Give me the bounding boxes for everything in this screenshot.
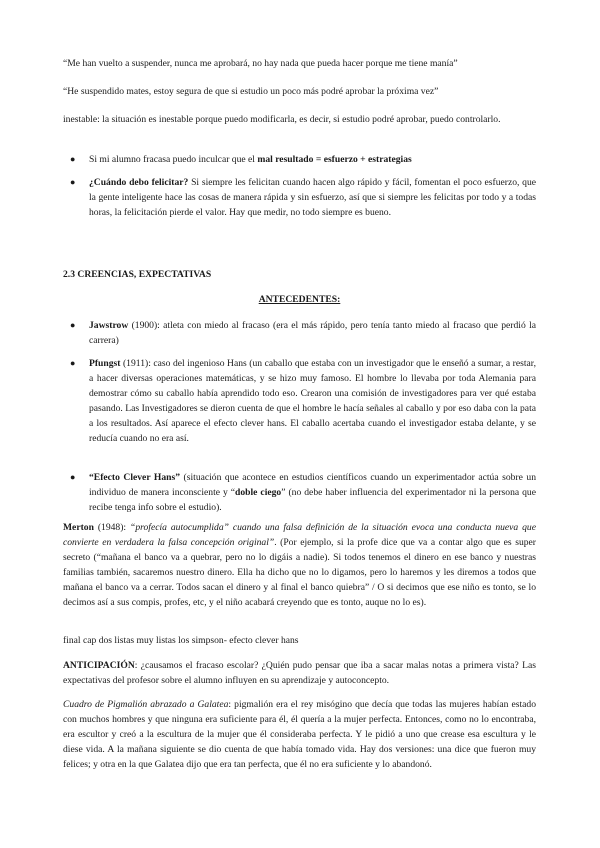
antecedente-jawstrow: ● Jawstrow (1900): atleta con miedo al fracaso (era el más rápido, pero tenía tanto miedo al fracaso que perdió la carrera) <box>70 320 536 346</box>
bullet-dot-icon: ● <box>70 358 76 368</box>
final-note: final cap dos listas muy listas los simpson- efecto clever hans <box>63 635 299 646</box>
anticipacion-paragraph: ANTICIPACIÓN: ¿causamos el fracaso escolar? ¿Quién pudo pensar que iba a sacar malas notas a primera vista? Las expectativas del profesor sobre el alumno influyen en su aprendizaje y autoconcepto. <box>63 660 536 686</box>
bullet-item: ● ¿Cuándo debo felicitar? Si siempre les felicitan cuando hacen algo rápido y fácil, fomentan el poco esfuerzo, que la gente inteligente hace las cosas de manera rápida y sin esfuerzo, así que si siempre les felicitas por todo y a todas horas, la felicitación pierde el valor. Hay que medir, no todo siempre es bueno. <box>70 177 537 218</box>
bullet-dot-icon: ● <box>70 154 76 164</box>
merton-paragraph: Merton (1948): “profecía autocumplida” cuando una falsa definición de la situación evoca una conducta nueva que convierte en verdadera la falsa concepción original”. (Por ejemplo, si la profe dice que va a contar algo que es super secreto (“mañana el banco va a quebrar, pero no lo digáis a nadie). Si todos tenemos el dinero en ese banco y nuestras familias también, sacaremos nuestro dinero. Ella ha dicho que no lo digamos, pero lo haremos y les diremos a todos que mañana el banco va a cerrar. Todos sacan el dinero y al final el banco quiebra” / O si decimos que ese niño es tonto, se lo decimos así a sus compis, profes, etc, y el niño acabará creyendo que es tonto, auque no lo es). <box>63 522 536 608</box>
antecedentes-heading: ANTECEDENTES: <box>258 294 341 305</box>
pigmalion-paragraph: Cuadro de Pigmalión abrazado a Galatea: pigmalión era el rey misógino que decía que todas las mujeres habían estado con muchos hombres y que ninguna era suficiente para él, él quería a la mujer perfecta. Entonces, como no lo encontraba, era escultor y creó a la escultura de la mujer que él consideraba perfecta. Y le pidió a uno que crease esa escultura y le diese vida. A la mañana siguiente se dio cuenta de que había tomado vida. Hay dos versiones: una dice que fueron muy felices; y otra en la que Galatea dijo que era tan perfecta, que él no era suficiente y lo abandonó. <box>63 699 536 770</box>
antecedente-pfungst: ● Pfungst (1911): caso del ingenioso Hans (un caballo que estaba con un investigador que le enseñó a sumar, a restar, a hacer diversas operaciones matemáticas, y se hizo muy famoso. El hombre lo llevaba por toda Alemania para demostrar cómo su caballo había aprendido todo eso. Crearon una comisión de investigadores para ver qué estaba pasando. Las Investigadores se dieron cuenta de que el hombre le hacía señales al caballo y por eso daba con la pata a los resultados. Así aparece el efecto clever hans. El caballo acertaba cuando el investigador estaba delante, y se reducía cuando no era así. <box>70 358 536 444</box>
antecedente-clever-hans: ● “Efecto Clever Hans” (situación que acontece en estudios científicos cuando un experimentador actúa sobre un individuo de manera inconsciente y “doble ciego” (no debe haber influencia del experimentador ni la persona que recibe tenga info sobre el estudio). <box>70 472 536 513</box>
bullet-item: ● Si mi alumno fracasa puedo inculcar que el mal resultado = esfuerzo + estrategias <box>70 154 412 165</box>
bullet-dot-icon: ● <box>70 320 76 330</box>
bullet-dot-icon: ● <box>70 472 76 482</box>
quote-1: “Me han vuelto a suspender, nunca me aprobará, no hay nada que pueda hacer porque me tiene manía” <box>63 58 458 69</box>
quote-2: “He suspendido mates, estoy segura de que si estudio un poco más podré aprobar la próxima vez” <box>63 86 439 97</box>
inestable-paragraph: inestable: la situación es inestable porque puedo modificarla, es decir, si estudio podré aprobar, puedo controlarlo. <box>63 114 501 125</box>
section-heading: 2.3 CREENCIAS, EXPECTATIVAS <box>63 269 212 280</box>
bullet-dot-icon: ● <box>70 177 76 187</box>
